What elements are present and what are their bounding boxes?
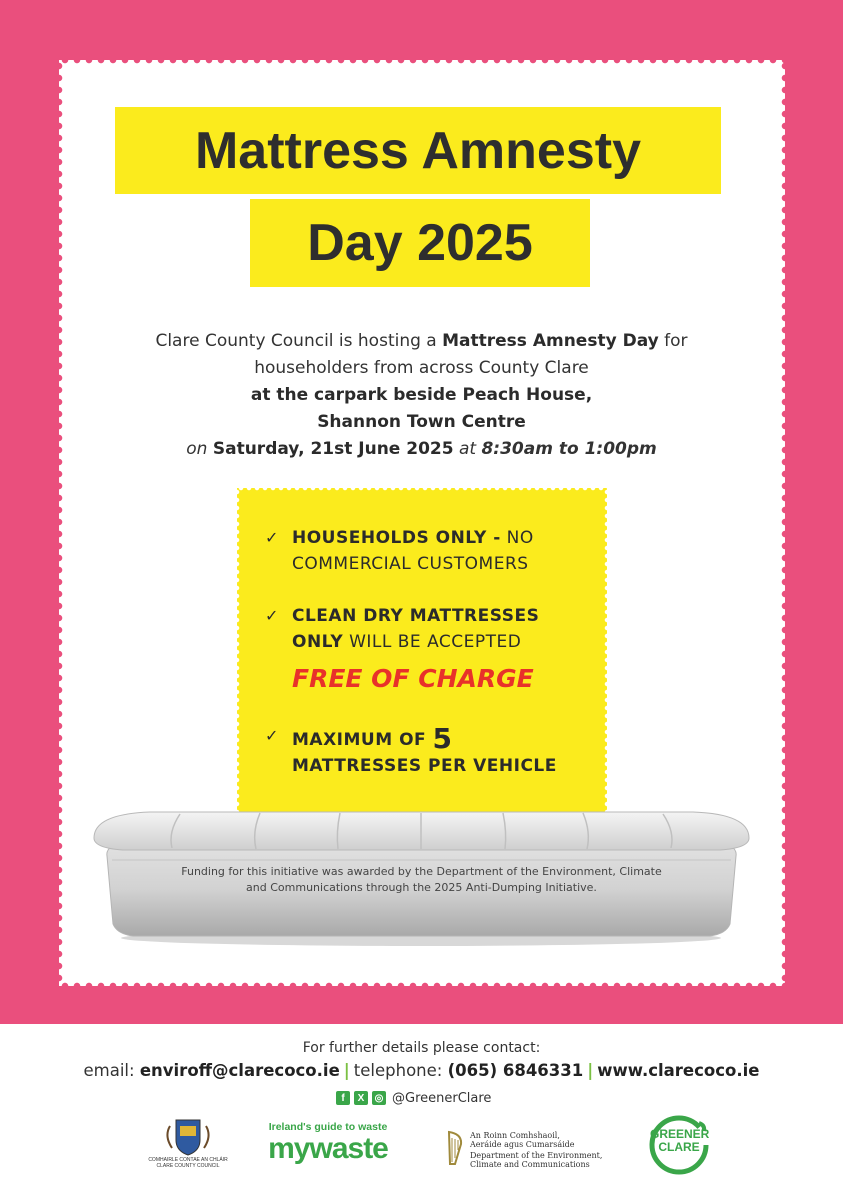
harp-icon [446,1130,464,1166]
social-handle[interactable]: @GreenerClare [392,1090,492,1106]
venue-line-1: at the carpark beside Peach House, [250,385,593,405]
title-line-1: Mattress Amnesty [115,107,721,194]
council-crest-icon [162,1118,214,1156]
date-time-line: on Saturday, 21st June 2025 at 8:30am to 1:00pm [186,439,657,459]
intro-text [100,328,743,463]
intro-line-2: householders from across County Clare [254,358,589,378]
intro-line-1: Clare County Council is hosting a Mattress Amnesty Day for [155,331,688,351]
social-row [336,1089,491,1107]
x-icon[interactable]: X [354,1091,368,1105]
free-of-charge: FREE OF CHARGE [292,664,534,693]
instagram-icon[interactable]: ◎ [372,1091,386,1105]
greener-clare-logo: GREENER CLARE [650,1127,710,1154]
check-icon: ✓ [265,528,279,547]
contact-heading: For further details please contact: [302,1040,541,1056]
check-icon: ✓ [265,726,279,745]
phone-number[interactable]: (065) 6846331 [447,1061,584,1080]
website-link[interactable]: www.clarecoco.ie [597,1061,760,1080]
email-link[interactable]: enviroff@clarecoco.ie [139,1061,340,1080]
council-logo-text: COMHAIRLE CONTAE AN CHLÁIR CLARE COUNTY COUNCIL [148,1157,228,1169]
mywaste-tagline: Ireland's guide to waste [268,1121,388,1133]
facebook-icon[interactable]: f [336,1091,350,1105]
check-icon: ✓ [265,606,279,625]
title-line-2: Day 2025 [250,199,590,287]
venue-line-2: Shannon Town Centre [317,412,526,432]
mywaste-logo: mywaste [268,1132,388,1165]
contact-details: email: enviroff@clarecoco.ie | telephone: (065) 6846331 | www.clarecoco.ie [83,1061,760,1080]
funding-note: Funding for this initiative was awarded by the Department of the Environment, Climate and Communications through the 2025 Anti-Dumping Initiative. [181,865,662,894]
department-logo-text: An Roinn Comhshaoil, Aeráide agus Cumarsáide Department of the Environment, Climate and Communications [470,1131,603,1169]
